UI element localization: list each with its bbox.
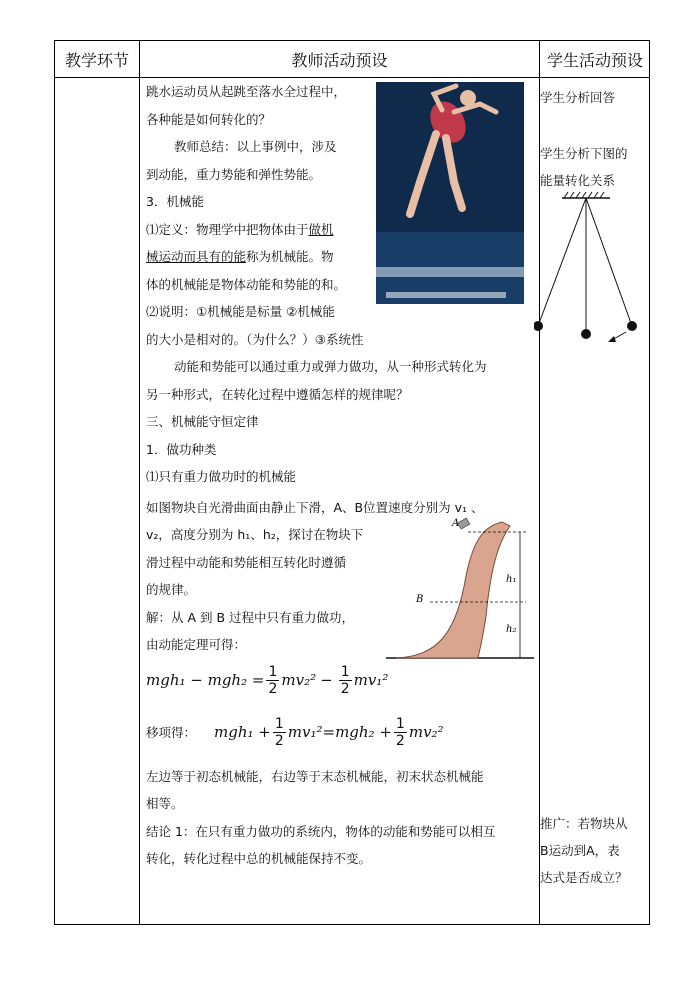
label-a: A — [452, 518, 460, 529]
fraction-half: $\frac{1}{2}$ — [268, 664, 278, 697]
pendulum-diagram — [534, 190, 646, 350]
summary-line: 教师总结：以上事例中，涉及 — [174, 139, 337, 154]
student-activity-2 — [540, 140, 648, 194]
fraction-half: $\frac{1}{2}$ — [274, 716, 284, 749]
diver-photo — [376, 82, 524, 304]
equation-1 — [146, 659, 528, 703]
definition-underlined: 械运动而具有的能 — [146, 249, 247, 264]
explanation-line: 相等。 — [146, 796, 184, 811]
column-divider — [139, 41, 140, 924]
solution-line: 由动能定理可得： — [146, 637, 247, 652]
student-line: B运动到A，表 — [540, 843, 620, 858]
question-line: 跳水运动员从起跳至落水全过程中， — [146, 84, 347, 99]
conclusion-line: 转化，转化过程中总的机械能保持不变。 — [146, 851, 372, 866]
slope-diagram — [386, 516, 534, 664]
equation-2 — [146, 709, 528, 757]
equation-minus: − — [320, 670, 333, 689]
example-line: 滑过程中动能和势能相互转化时遵循 — [146, 554, 347, 570]
definition-text: 称为机械能。物 — [246, 249, 334, 264]
label-b: B — [416, 594, 424, 605]
question-line: 各种能是如何转化的？ — [146, 111, 272, 127]
example-line: 的规律。 — [146, 582, 197, 597]
header-student-activity: 学生活动预设 — [546, 50, 643, 70]
note-line: 的大小是相对的。（为什么？）③系统性 — [146, 331, 364, 347]
equation-term: mgh₁ + — [214, 722, 271, 741]
header-teaching-stage: 教学环节 — [64, 50, 129, 70]
transition-line: 另一种形式，在转化过程中遵循怎样的规律呢？ — [146, 386, 409, 402]
subsection-heading: ⑴只有重力做功时的机械能 — [146, 469, 297, 484]
solution-line: 解：从 A 到 B 过程中只有重力做功， — [146, 609, 355, 625]
explanation-line: 左边等于初态机械能，右边等于末态机械能，初末状态机械能 — [146, 768, 484, 784]
student-line: 推广：若物块从 — [540, 816, 628, 831]
move-terms-label: 移项得： — [146, 724, 197, 740]
definition-underlined: 做机 — [308, 221, 334, 237]
conclusion-line: 结论 1：在只有重力做功的系统内，物体的动能和势能可以相互 — [146, 823, 496, 839]
equation-lhs: mgh₁ − mgh₂ = — [146, 670, 265, 689]
example-line: v₂，高度分别为 h₁、h₂，探讨在物块下 — [146, 527, 364, 542]
fraction-half: $\frac{1}{2}$ — [340, 664, 350, 697]
equation-term: mv₂² — [281, 670, 317, 689]
student-line: 学生分析下图的 — [540, 146, 628, 161]
label-h2: h₂ — [506, 624, 517, 635]
section-heading: 三、机械能守恒定律 — [146, 414, 259, 429]
student-activity-3 — [540, 810, 648, 891]
summary-line: 到动能，重力势能和弹性势能。 — [146, 166, 322, 182]
header-teacher-activity: 教师活动预设 — [291, 50, 388, 70]
definition-line: 体的机械能是物体动能和势能的和。 — [146, 276, 347, 292]
definition-text: ⑴定义：物理学中把物体由于 — [146, 221, 309, 237]
fraction-half: $\frac{1}{2}$ — [395, 716, 405, 749]
equation-term: mv₁²=mgh₂ + — [287, 722, 392, 741]
student-activity-1: 学生分析回答 — [540, 90, 616, 105]
example-line: 如图物块自光滑曲面由静止下滑，A、B位置速度分别为 v₁ 、 — [146, 499, 484, 515]
equation-term: mv₁² — [353, 670, 389, 689]
equation-term: mv₂² — [408, 722, 444, 741]
note-line: ⑵说明：①机械能是标量 ②机械能 — [146, 304, 335, 319]
subsection-heading: 1．做功种类 — [146, 441, 217, 457]
label-h1: h₁ — [506, 574, 517, 585]
section-heading: 3．机械能 — [146, 194, 204, 209]
student-line: 能量转化关系 — [540, 173, 616, 188]
student-line: 达式是否成立？ — [540, 870, 628, 885]
transition-line: 动能和势能可以通过重力或弹力做功，从一种形式转化为 — [174, 359, 487, 374]
